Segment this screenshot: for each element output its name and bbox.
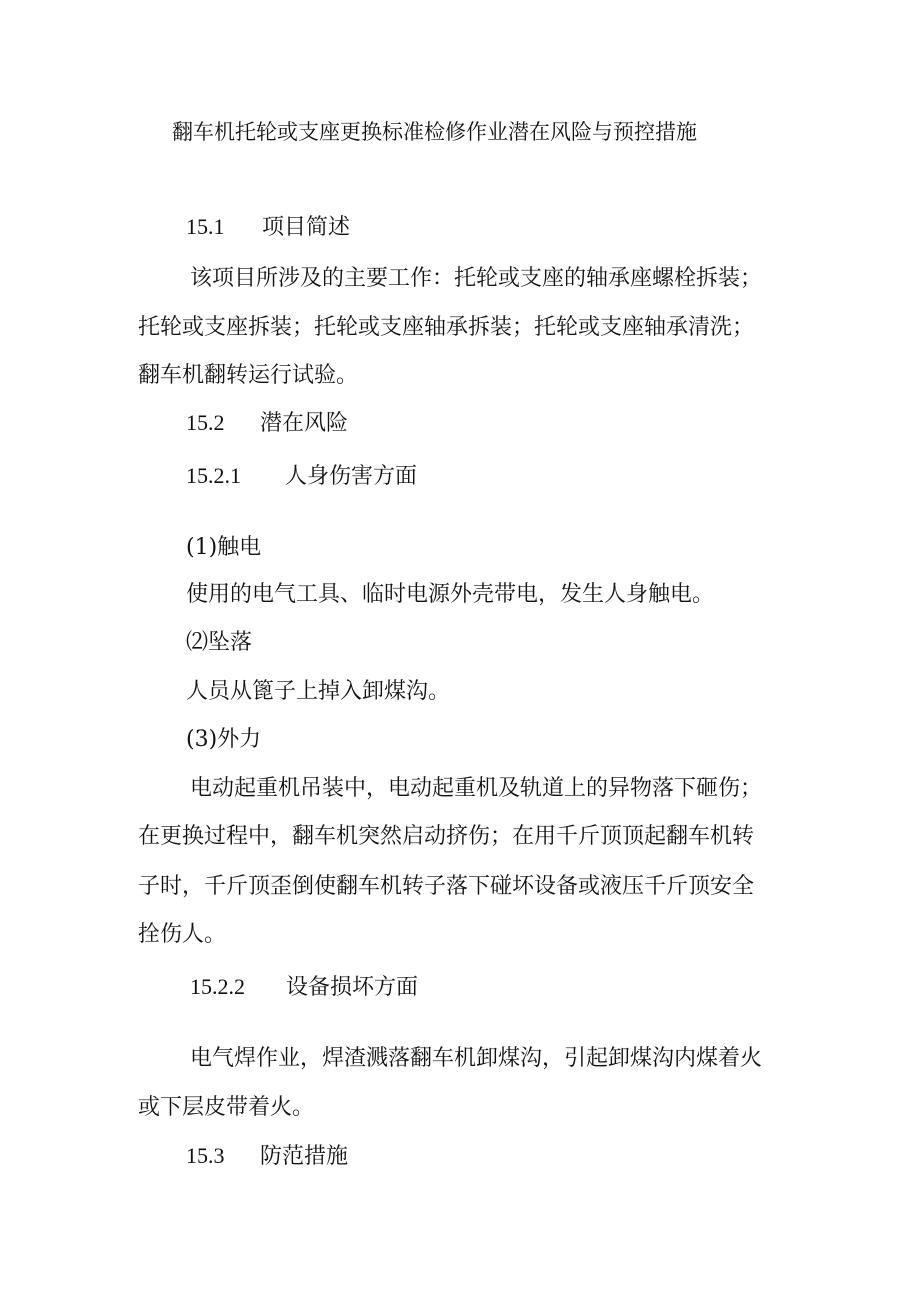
- paragraph-line: 该项目所涉及的主要工作：托轮或支座的轴承座螺栓拆装；: [190, 266, 763, 291]
- item-label-fall: ⑵坠落: [186, 630, 253, 655]
- section-title: 防范措施: [260, 1144, 349, 1169]
- item-label-electric-shock: (1)触电: [186, 535, 262, 560]
- paragraph-line: 或下层皮带着火。: [138, 1095, 315, 1120]
- paragraph-line: 托轮或支座拆装；托轮或支座轴承拆装；托轮或支座轴承清洗；: [138, 315, 755, 340]
- section-number: 15.2.2: [190, 974, 245, 999]
- section-title: 潜在风险: [260, 411, 349, 436]
- paragraph-line: 电动起重机吊装中，电动起重机及轨道上的异物落下砸伤；: [190, 776, 763, 801]
- paragraph-line: 电气焊作业，焊渣溅落翻车机卸煤沟，引起卸煤沟内煤着火: [190, 1046, 763, 1071]
- paragraph-line: 人员从篦子上掉入卸煤沟。: [186, 679, 451, 704]
- section-number: 15.3: [186, 1143, 225, 1168]
- paragraph-line: 拴伤人。: [138, 922, 227, 947]
- paragraph-line: 翻车机翻转运行试验。: [138, 363, 359, 388]
- section-title: 设备损坏方面: [286, 975, 419, 1000]
- section-number: 15.2.1: [186, 463, 241, 488]
- section-title: 人身伤害方面: [285, 464, 418, 489]
- section-number: 15.1: [186, 214, 225, 239]
- section-15-3-heading: [186, 1141, 348, 1172]
- paragraph-line: 使用的电气工具、临时电源外壳带电，发生人身触电。: [186, 582, 715, 607]
- item-label-external-force: (3)外力: [186, 727, 262, 752]
- section-number: 15.2: [186, 410, 225, 435]
- section-title: 项目简述: [262, 215, 351, 240]
- section-15-2-2-heading: [190, 972, 418, 1003]
- document-title: 翻车机托轮或支座更换标准检修作业潜在风险与预控措施: [172, 120, 697, 144]
- paragraph-line: 在更换过程中，翻车机突然启动挤伤；在用千斤顶顶起翻车机转: [138, 824, 755, 849]
- section-15-2-1-heading: [186, 461, 417, 492]
- section-15-1-heading: [186, 212, 350, 243]
- section-15-2-heading: [186, 408, 348, 439]
- paragraph-line: 子时，千斤顶歪倒使翻车机转子落下碰坏设备或液压千斤顶安全: [138, 874, 755, 899]
